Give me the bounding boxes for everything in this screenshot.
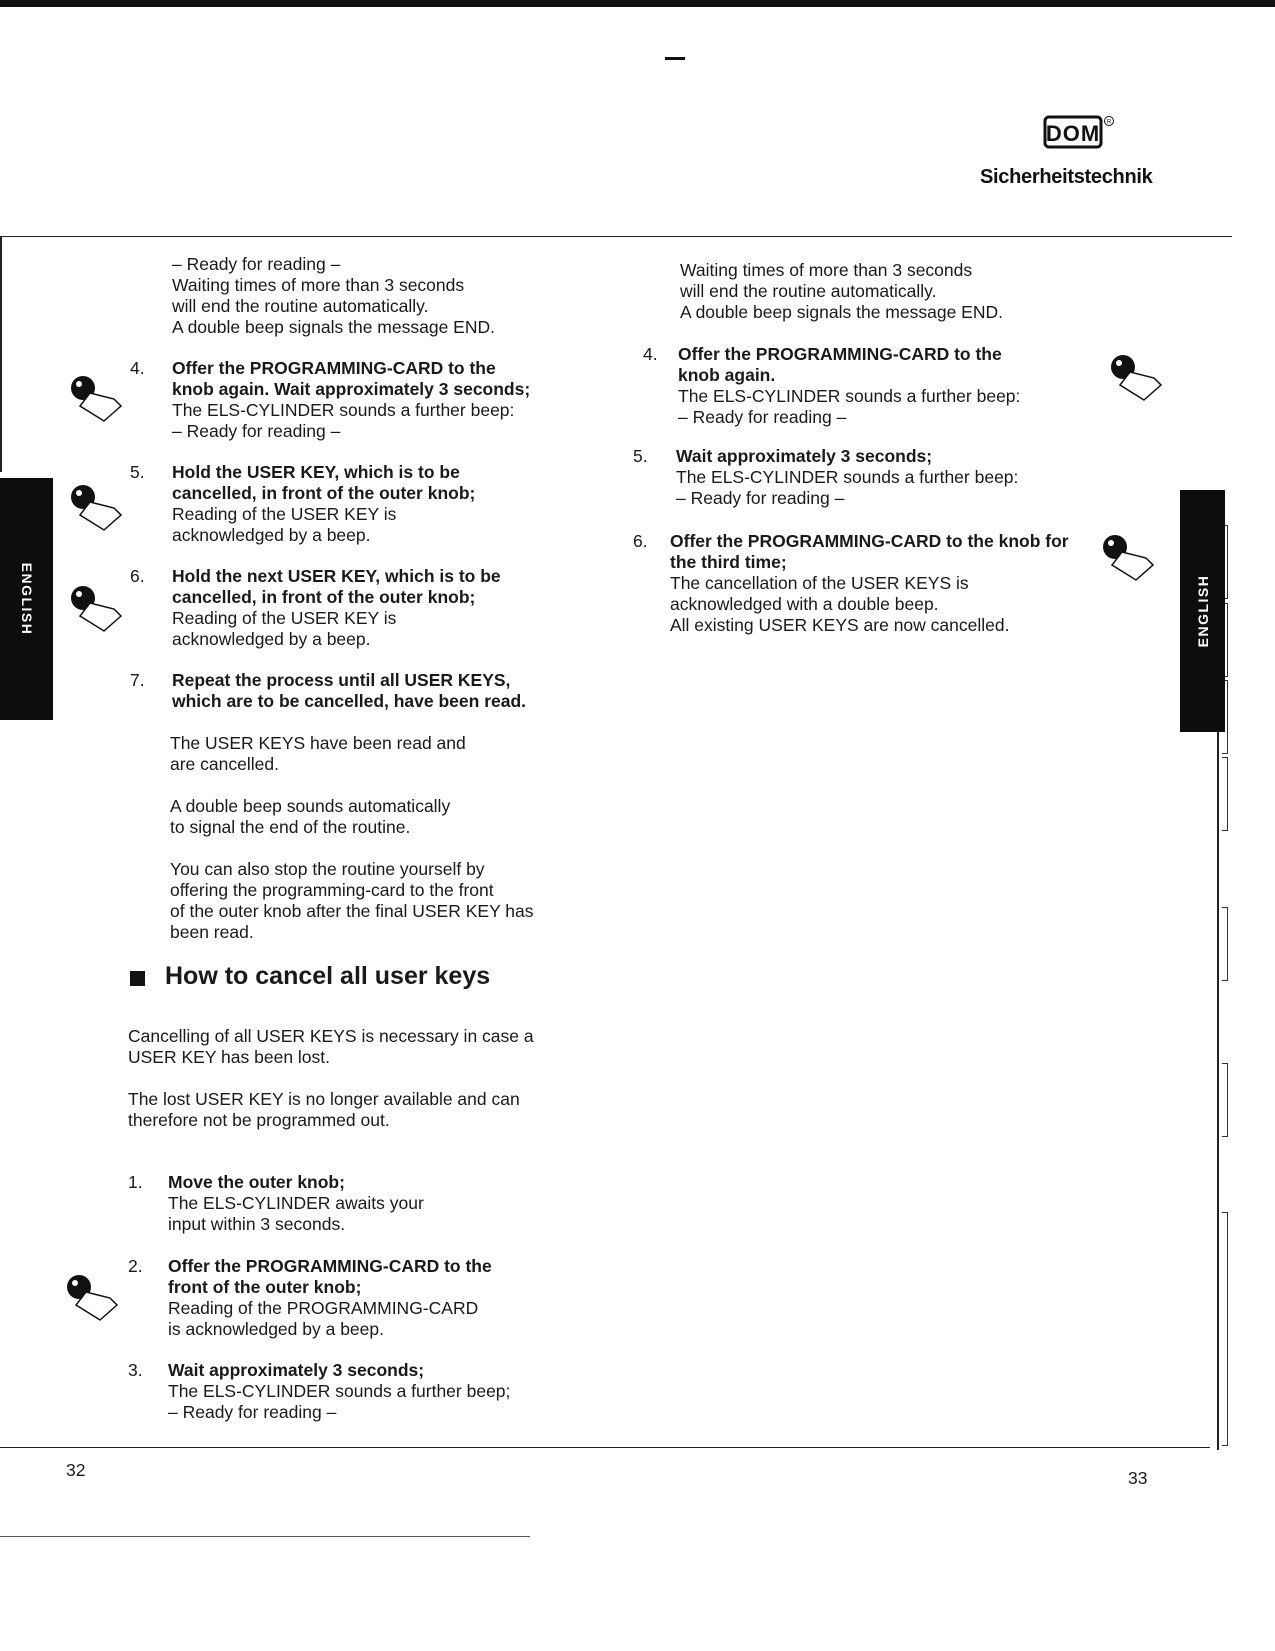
left-edge-line bbox=[0, 236, 2, 472]
programming-card-icon bbox=[1108, 352, 1166, 402]
section-para-2: The lost USER KEY is no longer available and can therefore not be programmed out. bbox=[128, 1089, 520, 1130]
top-dash bbox=[665, 57, 685, 60]
header-rule bbox=[0, 236, 1232, 237]
programming-card-icon bbox=[68, 482, 126, 532]
left-after-para-3: You can also stop the routine yourself by offering the programming-card to the front of the outer knob after the final USER KEY has been read. bbox=[170, 859, 534, 942]
heading-bullet bbox=[130, 971, 145, 986]
programming-card-icon bbox=[68, 583, 126, 633]
footer-rule bbox=[0, 1447, 1210, 1448]
right-intro: Waiting times of more than 3 seconds will end the routine automatically. A double beep signals the message END. bbox=[680, 260, 1003, 322]
section-title: How to cancel all user keys bbox=[165, 962, 491, 990]
svg-text:R: R bbox=[1106, 119, 1112, 126]
top-border bbox=[0, 0, 1275, 7]
language-tab-label: ENGLISH bbox=[1194, 574, 1211, 648]
margin-bracket bbox=[1222, 1212, 1228, 1446]
bottom-rule bbox=[0, 1536, 530, 1537]
left-after-para-1: The USER KEYS have been read and are cancelled. bbox=[170, 733, 466, 774]
programming-card-icon bbox=[1100, 532, 1158, 582]
left-intro: – Ready for reading – Waiting times of more than 3 seconds will end the routine automatically. A double beep signals the message END. bbox=[172, 254, 495, 337]
language-tab-left bbox=[0, 478, 53, 720]
language-tab-label: ENGLISH bbox=[18, 562, 35, 636]
left-after-para-2: A double beep sounds automatically to signal the end of the routine. bbox=[170, 796, 451, 837]
page-number-right: 33 bbox=[1128, 1468, 1148, 1488]
language-tab-right bbox=[1180, 490, 1225, 732]
page-number-left: 32 bbox=[66, 1460, 86, 1480]
margin-bracket bbox=[1222, 1063, 1228, 1137]
brand-name: Sicherheitstechnik bbox=[980, 166, 1153, 188]
programming-card-icon bbox=[64, 1272, 122, 1322]
margin-bracket bbox=[1222, 757, 1228, 831]
section-para-1: Cancelling of all USER KEYS is necessary in case a USER KEY has been lost. bbox=[128, 1026, 534, 1067]
logo-text: DOM bbox=[1045, 121, 1101, 146]
programming-card-icon bbox=[68, 373, 126, 423]
margin-bracket bbox=[1222, 907, 1228, 981]
dom-logo bbox=[1043, 113, 1115, 151]
